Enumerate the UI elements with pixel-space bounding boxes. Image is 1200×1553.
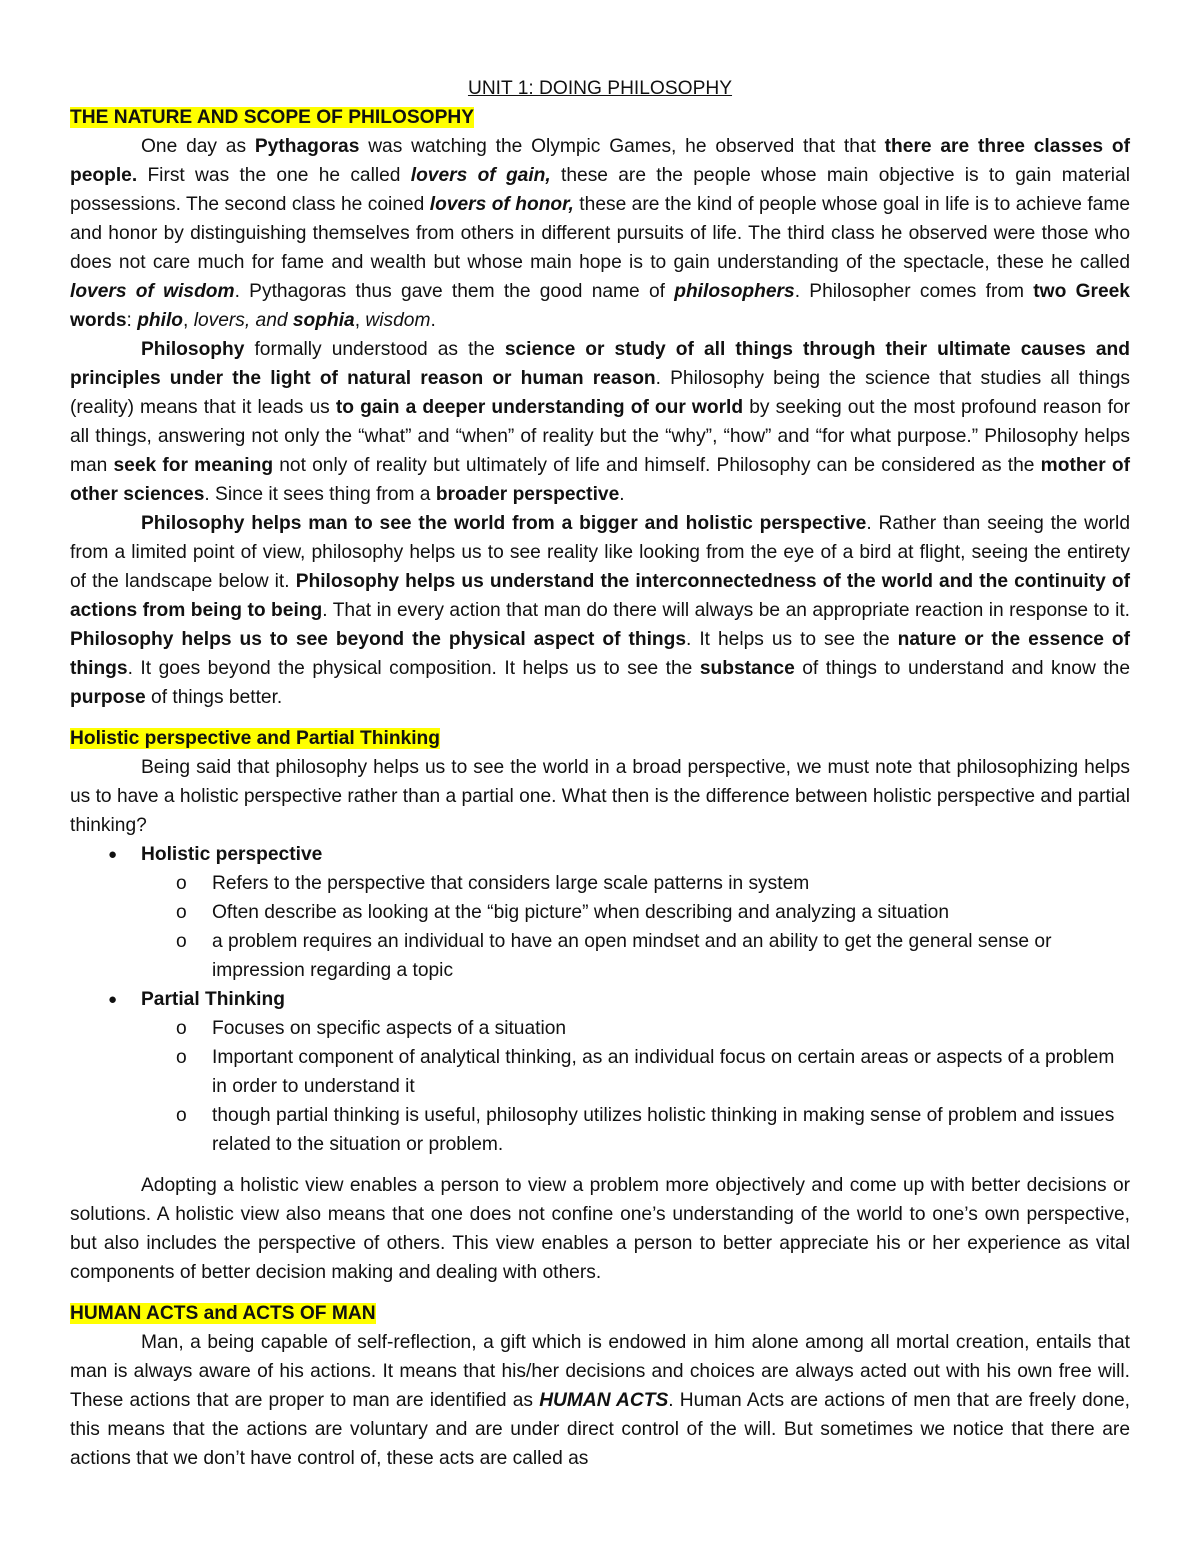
section-heading-nature-scope bbox=[70, 103, 1130, 132]
document-page bbox=[70, 74, 1130, 1473]
bullet-label: Partial Thinking bbox=[141, 989, 285, 1010]
sub-list-item: o Often describe as looking at the “big picture” when describing and analyzing a situation bbox=[70, 898, 1130, 927]
sub-list bbox=[141, 1014, 1130, 1159]
sub-bullet-icon: o bbox=[176, 873, 187, 894]
sub-bullet-icon: o bbox=[176, 1047, 187, 1068]
sub-bullet-icon: o bbox=[176, 1018, 187, 1039]
highlighted-heading-text: Holistic perspective and Partial Thinking bbox=[70, 728, 440, 749]
sub-list-item: o a problem requires an individual to have an open mindset and an ability to get the general sense or impression regarding a topic bbox=[70, 927, 1130, 985]
paragraph-human-acts: Man, a being capable of self-reflection, a gift which is endowed in him alone among all mortal creation, entails that man is always aware of his actions. It means that his/her decisions and choices are always acted out with his own free will. These actions that are proper to man are identified as HUMAN ACTS. Human Acts are actions of men that are freely done, this means that the actions are voluntary and are under direct control of the will. But sometimes we notice that there are actions that we don’t have control of, these acts are called as bbox=[70, 1332, 1130, 1469]
sub-list-item: o Focuses on specific aspects of a situation bbox=[70, 1014, 1130, 1043]
bullet-item-partial bbox=[70, 985, 1130, 1159]
paragraph-holistic-closing: Adopting a holistic view enables a person to view a problem more objectively and come up with better decisions or solutions. A holistic view also means that one does not confine one’s understanding of the world to one’s own perspective, but also includes the perspective of others. This view enables a person to better appreciate his or her experience as vital components of better decision making and dealing with others. bbox=[70, 1175, 1130, 1283]
sub-list-item: o Important component of analytical thinking, as an individual focus on certain areas or aspects of a problem in order to understand it bbox=[70, 1043, 1130, 1101]
document-title: UNIT 1: DOING PHILOSOPHY bbox=[467, 78, 733, 99]
highlighted-heading-text: HUMAN ACTS and ACTS OF MAN bbox=[70, 1303, 376, 1324]
section-human-acts bbox=[70, 1299, 1130, 1473]
highlighted-heading-text: THE NATURE AND SCOPE OF PHILOSOPHY bbox=[70, 107, 475, 128]
sub-bullet-icon: o bbox=[176, 1105, 187, 1126]
sub-list-item: o Refers to the perspective that considers large scale patterns in system bbox=[70, 869, 1130, 898]
paragraph-holistic-view: Philosophy helps man to see the world from a bigger and holistic perspective. Rather than seeing the world from a limited point of view, philosophy helps us to see reality like looking from the eye of a bird at flight, seeing the entirety of the landscape below it. Philosophy helps us understand the interconnectedness of the world and the continuity of actions from being to being. That in every action that man do there will always be an appropriate reaction in response to it. Philosophy helps us to see beyond the physical aspect of things. It helps us to see the nature or the essence of things. It goes beyond the physical composition. It helps us to see the substance of things to understand and know the purpose of things better. bbox=[70, 513, 1130, 708]
bullet-icon: ● bbox=[108, 846, 118, 863]
paragraph-philosophy-definition: Philosophy formally understood as the science or study of all things through their ultimate causes and principles under the light of natural reason or human reason. Philosophy being the science that studies all things (reality) means that it leads us to gain a deeper understanding of our world by seeking out the most profound reason for all things, answering not only the “what” and “when” of reality but the “why”, “how” and “for what purpose.” Philosophy helps man seek for meaning not only of reality but ultimately of life and himself. Philosophy can be considered as the mother of other sciences. Since it sees thing from a broader perspective. bbox=[70, 339, 1131, 505]
bullet-list bbox=[70, 840, 1130, 1159]
sub-bullet-icon: o bbox=[176, 931, 187, 952]
section-heading-human-acts bbox=[70, 1299, 1130, 1328]
section-holistic-partial bbox=[70, 724, 1130, 1287]
sub-bullet-icon: o bbox=[176, 902, 187, 923]
bullet-icon: ● bbox=[108, 991, 118, 1008]
sub-list bbox=[141, 869, 1130, 985]
bullet-item-holistic bbox=[70, 840, 1130, 985]
bullet-label: Holistic perspective bbox=[141, 844, 323, 865]
section-nature-scope bbox=[70, 103, 1130, 712]
sub-list-item: o though partial thinking is useful, philosophy utilizes holistic thinking in making sense of problem and issues related to the situation or problem. bbox=[70, 1101, 1130, 1159]
section-heading-holistic-partial bbox=[70, 724, 1130, 753]
paragraph-holistic-intro: Being said that philosophy helps us to see the world in a broad perspective, we must note that philosophizing helps us to have a holistic perspective rather than a partial one. What then is the difference between holistic perspective and partial thinking? bbox=[70, 757, 1130, 836]
paragraph-pythagoras: One day as Pythagoras was watching the Olympic Games, he observed that that there are three classes of people. First was the one he called lovers of gain, these are the people whose main objective is to gain material possessions. The second class he coined lovers of honor, these are the kind of people whose goal in life is to achieve fame and honor by distinguishing themselves from others in different pursuits of life. The third class he observed were those who does not care much for fame and wealth but whose main hope is to gain understanding of the spectacle, these he called lovers of wisdom. Pythagoras thus gave them the good name of philosophers. Philosopher comes from two Greek words: philo, lovers, and sophia, wisdom. bbox=[70, 136, 1131, 331]
